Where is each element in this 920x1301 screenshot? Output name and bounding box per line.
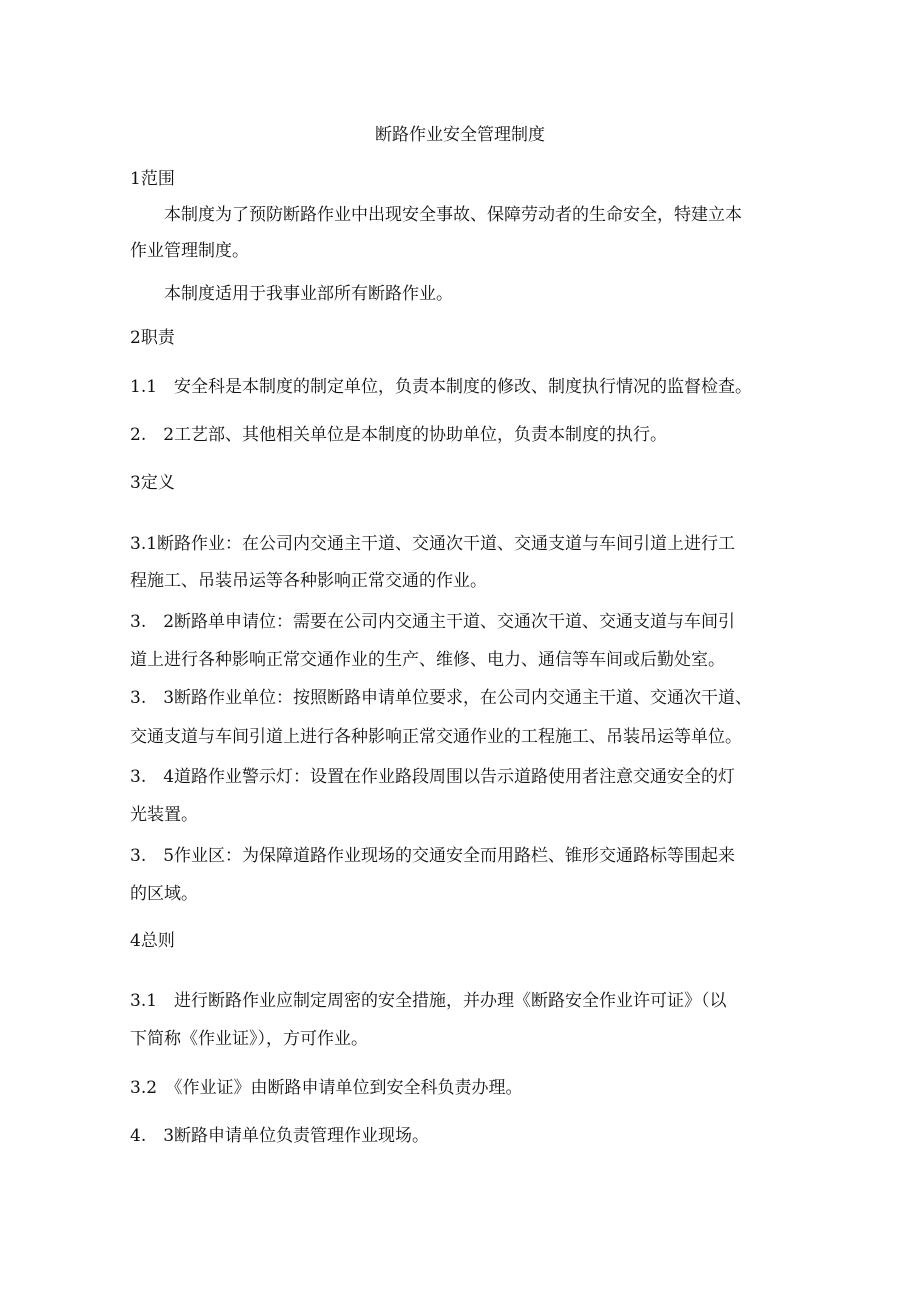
section-heading-general: 4总则 — [130, 931, 175, 951]
list-item: 3.1 进行断路作业应制定周密的安全措施，并办理《断路安全作业许可证》（以 — [130, 991, 727, 1011]
section-heading-duties: 2职责 — [130, 328, 175, 348]
list-item: 的区域。 — [130, 884, 198, 904]
list-item: 3. 4道路作业警示灯：设置在作业路段周围以告示道路使用者注意交通安全的灯 — [130, 767, 736, 787]
list-item: 道上进行各种影响正常交通作业的生产、维修、电力、通信等车间或后勤处室。 — [130, 650, 725, 670]
section-heading-scope: 1范围 — [130, 169, 175, 189]
document-title: 断路作业安全管理制度 — [375, 125, 545, 145]
list-item: 3.1断路作业：在公司内交通主干道、交通次干道、交通支道与车间引道上进行工 — [130, 534, 736, 554]
list-item: 4. 3断路申请单位负责管理作业现场。 — [130, 1126, 430, 1146]
paragraph-line: 作业管理制度。 — [130, 241, 249, 261]
list-item: 程施工、吊装吊运等各种影响正常交通的作业。 — [130, 571, 487, 591]
section-heading-definitions: 3定义 — [130, 473, 175, 493]
list-item: 3.2 《作业证》由断路申请单位到安全科负责办理。 — [130, 1078, 523, 1098]
list-item: 2. 2工艺部、其他相关单位是本制度的协助单位，负责本制度的执行。 — [130, 425, 668, 445]
list-item: 下简称《作业证》），方可作业。 — [130, 1029, 368, 1049]
list-item: 3. 3断路作业单位：按照断路申请单位要求，在公司内交通主干道、交通次干道、 — [130, 688, 753, 708]
list-item: 交通支道与车间引道上进行各种影响正常交通作业的工程施工、吊装吊运等单位。 — [130, 727, 742, 747]
paragraph-line: 本制度为了预防断路作业中出现安全事故、保障劳动者的生命安全，特建立本 — [164, 205, 742, 225]
list-item: 3. 2断路单申请位：需要在公司内交通主干道、交通次干道、交通支道与车间引 — [130, 612, 736, 632]
list-item: 1.1 安全科是本制度的制定单位，负责本制度的修改、制度执行情况的监督检查。 — [130, 377, 753, 397]
list-item: 光装置。 — [130, 805, 198, 825]
paragraph-line: 本制度适用于我事业部所有断路作业。 — [164, 284, 453, 304]
list-item: 3. 5作业区：为保障道路作业现场的交通安全而用路栏、锥形交通路标等围起来 — [130, 846, 736, 866]
